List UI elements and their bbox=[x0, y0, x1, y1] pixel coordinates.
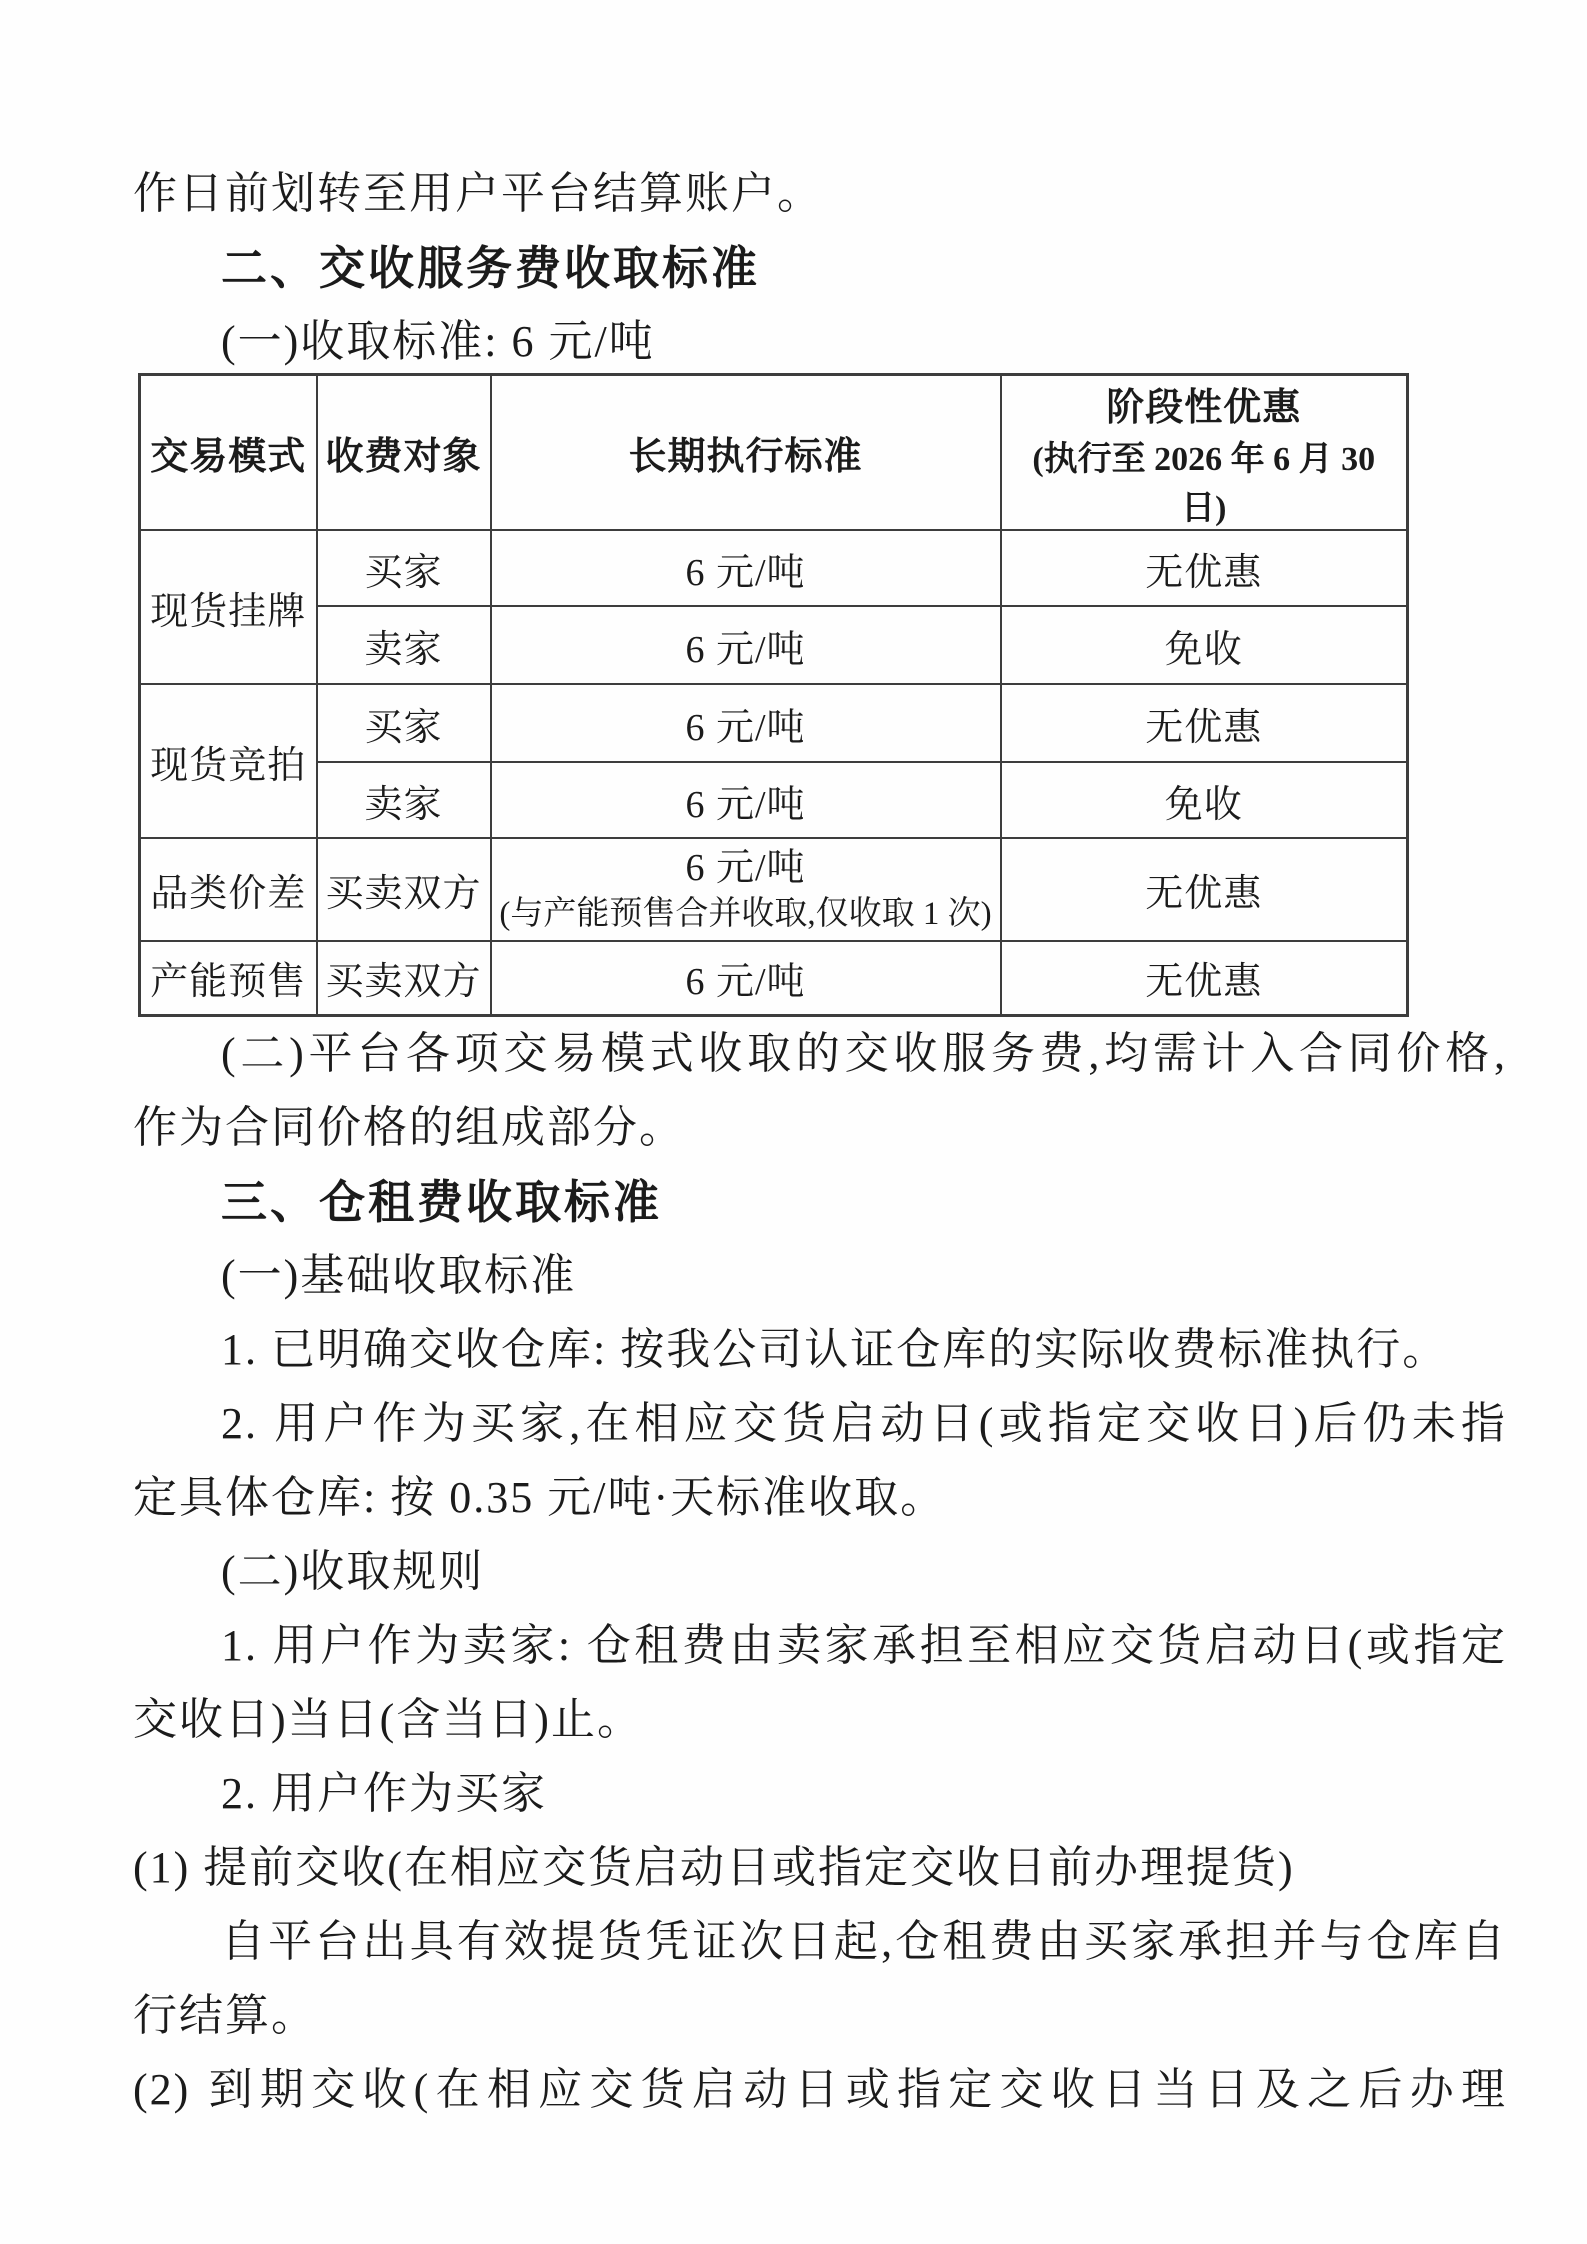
cell-standard: 6 元/吨 bbox=[491, 762, 1001, 838]
section-3-sub-2-item-1-line1: 1. 用户作为卖家: 仓租费由卖家承担至相应交货启动日(或指定 bbox=[221, 1620, 1507, 1670]
header-long-term-standard: 长期执行标准 bbox=[491, 375, 1001, 531]
section-3-heading: 三、仓租费收取标准 bbox=[221, 1175, 662, 1228]
table-row bbox=[140, 838, 1408, 941]
cell-target: 买家 bbox=[317, 684, 491, 762]
section-3-sub-1-item-1: 1. 已明确交收仓库: 按我公司认证仓库的实际收费标准执行。 bbox=[221, 1324, 1449, 1374]
section-3-sub-2-item-2-point-1: (1) 提前交收(在相应交货启动日或指定交收日前办理提货) bbox=[133, 1842, 1295, 1892]
table-row bbox=[140, 684, 1408, 762]
cell-target: 卖家 bbox=[317, 762, 491, 838]
section-3-sub-2-item-2: 2. 用户作为买家 bbox=[221, 1768, 547, 1818]
section-3-sub-1-item-2-line2: 定具体仓库: 按 0.35 元/吨·天标准收取。 bbox=[133, 1472, 947, 1522]
table-row bbox=[140, 762, 1408, 838]
cell-mode-spot-auction: 现货竞拍 bbox=[140, 684, 317, 838]
cell-standard: 6 元/吨 bbox=[491, 941, 1001, 1015]
section-2-heading: 二、交收服务费收取标准 bbox=[221, 242, 760, 294]
section-3-sub-1-item-2-line1: 2. 用户作为买家,在相应交货启动日(或指定交收日)后仍未指 bbox=[221, 1398, 1507, 1448]
section-2-item-2-line2: 作为合同价格的组成部分。 bbox=[133, 1102, 685, 1152]
cell-standard: 6 元/吨 bbox=[491, 606, 1001, 684]
header-phased-discount bbox=[1001, 375, 1408, 531]
cell-target: 卖家 bbox=[317, 606, 491, 684]
section-2-item-2-line1: (二)平台各项交易模式收取的交收服务费,均需计入合同价格, bbox=[221, 1028, 1507, 1078]
cell-mode-capacity-presale: 产能预售 bbox=[140, 941, 317, 1015]
header-phased-discount-period: (执行至 2026 年 6 月 30 日) bbox=[1032, 441, 1376, 527]
header-charge-target: 收费对象 bbox=[317, 375, 491, 531]
cell-discount: 无优惠 bbox=[1001, 941, 1408, 1015]
table-row bbox=[140, 941, 1408, 1015]
section-3-sub-1-heading: (一)基础收取标准 bbox=[221, 1250, 577, 1300]
header-transaction-mode: 交易模式 bbox=[140, 375, 317, 531]
cell-standard: 6 元/吨 bbox=[491, 530, 1001, 606]
cell-discount: 无优惠 bbox=[1001, 530, 1408, 606]
cell-standard-note: (与产能预售合并收取,仅收取 1 次) bbox=[499, 895, 992, 932]
table-row bbox=[140, 530, 1408, 606]
cell-target: 买卖双方 bbox=[317, 941, 491, 1015]
section-3-sub-2-heading: (二)收取规则 bbox=[221, 1546, 485, 1596]
header-phased-discount-title: 阶段性优惠 bbox=[1106, 387, 1302, 429]
paragraph-continuation-top: 作日前划转至用户平台结算账户。 bbox=[133, 169, 823, 218]
section-3-sub-2-item-1-line2: 交收日)当日(含当日)止。 bbox=[133, 1694, 643, 1744]
table-row bbox=[140, 606, 1408, 684]
cell-discount: 免收 bbox=[1001, 606, 1408, 684]
cell-mode-spot-listing: 现货挂牌 bbox=[140, 530, 317, 684]
section-3-sub-2-item-2-point-1-body-line2: 行结算。 bbox=[133, 1990, 317, 2040]
cell-discount: 无优惠 bbox=[1001, 684, 1408, 762]
section-2-item-1: (一)收取标准: 6 元/吨 bbox=[221, 317, 655, 366]
cell-mode-category-spread: 品类价差 bbox=[140, 838, 317, 941]
section-3-sub-2-item-2-point-2: (2) 到期交收(在相应交货启动日或指定交收日当日及之后办理 bbox=[133, 2064, 1507, 2114]
cell-standard-value: 6 元/吨 bbox=[685, 847, 806, 890]
cell-discount: 免收 bbox=[1001, 762, 1408, 838]
delivery-service-fee-table bbox=[138, 373, 1409, 1017]
cell-discount: 无优惠 bbox=[1001, 838, 1408, 941]
section-3-sub-2-item-2-point-1-body-line1: 自平台出具有效提货凭证次日起,仓租费由买家承担并与仓库自 bbox=[221, 1916, 1507, 1966]
cell-target: 买卖双方 bbox=[317, 838, 491, 941]
cell-standard bbox=[491, 838, 1001, 941]
cell-target: 买家 bbox=[317, 530, 491, 606]
cell-standard: 6 元/吨 bbox=[491, 684, 1001, 762]
table-header-row bbox=[140, 375, 1408, 531]
